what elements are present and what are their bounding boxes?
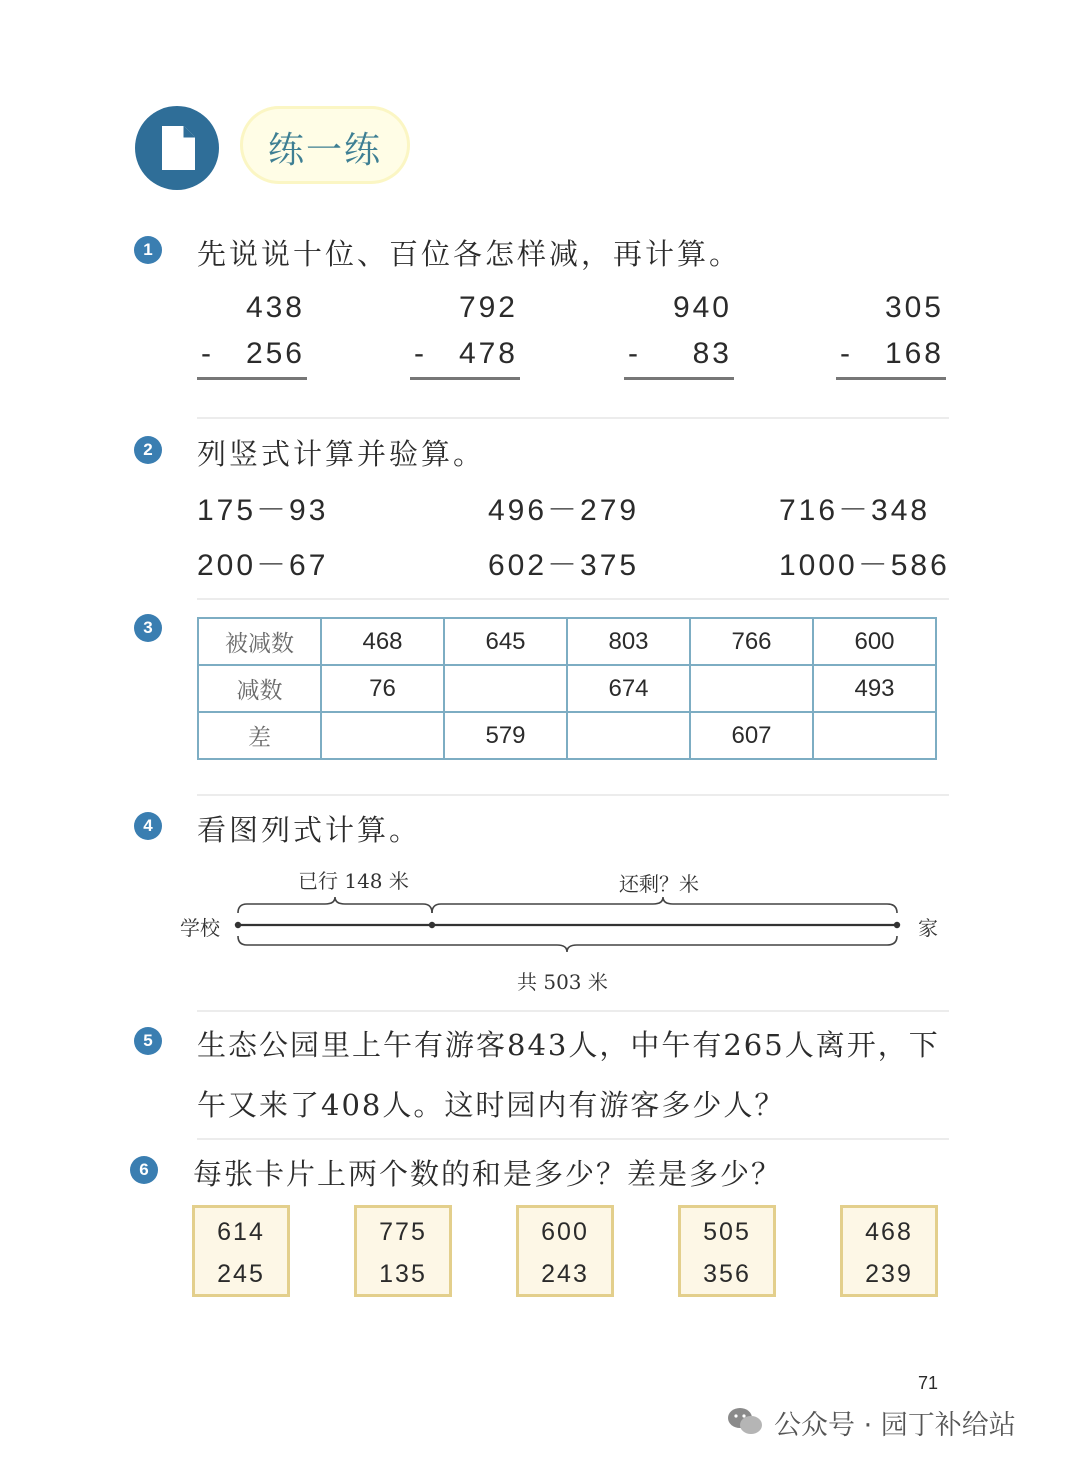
minuend: 305 bbox=[884, 291, 944, 324]
vertical-subtraction bbox=[624, 291, 734, 381]
number-card bbox=[516, 1205, 614, 1297]
card-number-bottom: 239 bbox=[865, 1260, 913, 1288]
card-number-bottom: 245 bbox=[217, 1260, 265, 1288]
minus-sign: - bbox=[628, 337, 641, 370]
card-number-top: 505 bbox=[703, 1218, 751, 1246]
total-brace bbox=[238, 936, 897, 952]
page-title: 练一练 bbox=[267, 130, 382, 171]
mid-point bbox=[429, 922, 435, 928]
question-badge-5: 5 bbox=[134, 1027, 162, 1055]
table-cell bbox=[690, 665, 813, 712]
table-cell bbox=[813, 712, 936, 759]
document-icon bbox=[135, 106, 219, 190]
number-card bbox=[192, 1205, 290, 1297]
subtrahend: 168 bbox=[884, 337, 944, 370]
q6-instruction: 每张卡片上两个数的和是多少？差是多少？ bbox=[193, 1157, 783, 1191]
subtrahend: 256 bbox=[245, 337, 305, 370]
question-badge-2: 2 bbox=[134, 436, 162, 464]
table-cell: 674 bbox=[567, 665, 690, 712]
card-number-bottom: 243 bbox=[541, 1260, 589, 1288]
q5-text-line1: 生态公园里上午有游客843人，中午有265人离开，下 bbox=[197, 1028, 940, 1062]
table-cell: 607 bbox=[690, 712, 813, 759]
subtrahend: 478 bbox=[458, 337, 518, 370]
card-number-top: 775 bbox=[379, 1218, 427, 1246]
table-cell: 645 bbox=[444, 618, 567, 665]
expression: 1000－586 bbox=[779, 549, 950, 582]
number-card bbox=[678, 1205, 776, 1297]
expression: 496－279 bbox=[488, 494, 640, 527]
card-number-bottom: 356 bbox=[703, 1260, 751, 1288]
vertical-subtraction bbox=[836, 291, 946, 381]
vertical-subtraction bbox=[197, 291, 307, 381]
answer-line bbox=[410, 377, 520, 380]
q1-instruction: 先说说十位、百位各怎样减，再计算。 bbox=[197, 237, 742, 271]
expression: 716－348 bbox=[779, 494, 931, 527]
section-divider bbox=[197, 794, 949, 796]
minuend: 792 bbox=[458, 291, 518, 324]
walked-label: 已行 148 米 bbox=[298, 869, 409, 893]
expression: 602－375 bbox=[488, 549, 640, 582]
table-row bbox=[198, 618, 936, 665]
page-number: 71 bbox=[918, 1373, 939, 1393]
remaining-brace bbox=[432, 897, 897, 913]
table-cell: 76 bbox=[321, 665, 444, 712]
answer-line bbox=[836, 377, 946, 380]
question-badge-6: 6 bbox=[130, 1156, 158, 1184]
question-badge-1: 1 bbox=[134, 236, 162, 264]
table-row bbox=[198, 665, 936, 712]
subtraction-table bbox=[197, 617, 937, 760]
start-point bbox=[235, 922, 241, 928]
section-divider bbox=[197, 1010, 949, 1012]
table-cell: 766 bbox=[690, 618, 813, 665]
walked-brace bbox=[238, 897, 432, 913]
q4-instruction: 看图列式计算。 bbox=[197, 813, 422, 847]
table-cell bbox=[444, 665, 567, 712]
expression: 200－67 bbox=[197, 549, 329, 582]
vertical-subtraction bbox=[410, 291, 520, 381]
q5-text-line2: 午又来了408人。这时园内有游客多少人？ bbox=[197, 1088, 786, 1122]
minuend: 940 bbox=[672, 291, 732, 324]
card-number-top: 600 bbox=[541, 1218, 589, 1246]
question-badge-4: 4 bbox=[134, 812, 162, 840]
minuend: 438 bbox=[245, 291, 305, 324]
minus-sign: - bbox=[840, 337, 853, 370]
row-header: 被减数 bbox=[198, 618, 321, 665]
end-point bbox=[894, 922, 900, 928]
start-label: 学校 bbox=[180, 916, 220, 940]
watermark: 公众号 · 园丁补给站 bbox=[774, 1410, 1016, 1441]
row-header: 减数 bbox=[198, 665, 321, 712]
line-segment-diagram bbox=[225, 895, 915, 955]
remaining-label: 还剩？米 bbox=[619, 872, 699, 896]
table-cell: 493 bbox=[813, 665, 936, 712]
subtrahend: 83 bbox=[692, 337, 732, 370]
table-cell: 468 bbox=[321, 618, 444, 665]
minus-sign: - bbox=[414, 337, 427, 370]
section-divider bbox=[197, 1138, 949, 1140]
card-number-top: 614 bbox=[217, 1218, 265, 1246]
answer-line bbox=[197, 377, 307, 380]
table-cell bbox=[321, 712, 444, 759]
table-cell: 579 bbox=[444, 712, 567, 759]
section-divider bbox=[197, 417, 949, 419]
minus-sign: - bbox=[201, 337, 214, 370]
number-card bbox=[840, 1205, 938, 1297]
wechat-icon bbox=[726, 1406, 764, 1436]
table-cell: 803 bbox=[567, 618, 690, 665]
table-row bbox=[198, 712, 936, 759]
table-cell: 600 bbox=[813, 618, 936, 665]
card-number-bottom: 135 bbox=[379, 1260, 427, 1288]
row-header: 差 bbox=[198, 712, 321, 759]
number-card bbox=[354, 1205, 452, 1297]
question-badge-3: 3 bbox=[134, 614, 162, 642]
q2-instruction: 列竖式计算并验算。 bbox=[197, 437, 486, 471]
end-label: 家 bbox=[918, 916, 938, 940]
table-cell bbox=[567, 712, 690, 759]
expression: 175－93 bbox=[197, 494, 329, 527]
card-number-top: 468 bbox=[865, 1218, 913, 1246]
answer-line bbox=[624, 377, 734, 380]
total-label: 共 503 米 bbox=[517, 970, 608, 994]
section-divider bbox=[197, 598, 949, 600]
